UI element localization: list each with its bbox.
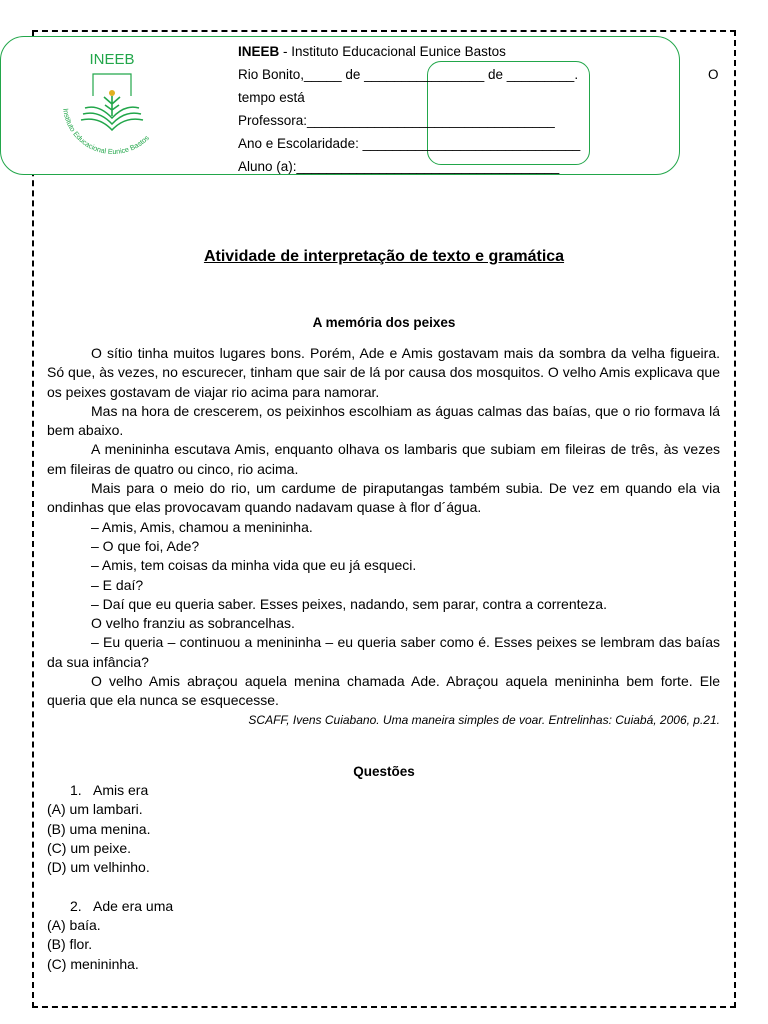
story-paragraph: A menininha escutava Amis, enquanto olhava os lambaris que subiam em fileiras de três, às vezes em fileiras de quatro ou cinco, rio acima.	[47, 441, 720, 477]
question-number: 2.	[70, 897, 82, 914]
question-2	[47, 897, 173, 916]
story-paragraph: O velho Amis abraçou aquela menina chamada Ade. Abraçou aquela menininha bem forte. Ele queria que ela nunca se esquecesse.	[47, 673, 720, 709]
story-paragraph: – O que foi, Ade?	[91, 537, 200, 554]
answer-option[interactable]: (B) uma menina.	[47, 820, 151, 837]
story-paragraph: Mas na hora de crescerem, os peixinhos escolhiam as águas calmas das baías, que o rio formava lá bem abaixo.	[47, 402, 720, 439]
story-paragraph: – Daí que eu queria saber. Esses peixes, nadando, sem parar, contra a correnteza.	[91, 595, 607, 612]
story-paragraph: O sítio tinha muitos lugares bons. Porém, Ade e Amis gostavam mais da sombra da velha figueira. Só que, às vezes, no escurecer, tinham que sair de lá por causa dos mosquitos. O velho Amis explicava que os peixes gostavam de viajar rio acima para namorar.	[47, 345, 720, 400]
date-field[interactable]: Rio Bonito,_____ de ________________ de _________.	[238, 67, 579, 82]
answer-option[interactable]: (B) flor.	[47, 936, 93, 953]
story-citation: SCAFF, Ivens Cuiabano. Uma maneira simples de voar. Entrelinhas: Cuiabá, 2006, p.21.	[248, 712, 720, 727]
answer-option[interactable]: (A) um lambari.	[47, 801, 143, 818]
school-full-name: - Instituto Educacional Eunice Bastos	[279, 44, 506, 59]
story-paragraph: – E daí?	[91, 576, 144, 593]
question-prompt: Ade era uma	[93, 897, 174, 914]
questions-title: Questões	[353, 764, 415, 779]
school-logo	[55, 44, 170, 169]
answer-option[interactable]: (A) baía.	[47, 917, 101, 934]
story-paragraph: Mais para o meio do rio, um cardume de piraputangas também subia. De vez em quando ela via ondinhas que elas provocavam quando nadavam quase à flor d´água.	[47, 480, 720, 516]
teacher-field[interactable]: Professora:_________________________________	[238, 113, 555, 128]
logo-abbr: INEEB	[89, 51, 135, 68]
story-paragraph: O velho franziu as sobrancelhas.	[91, 615, 295, 632]
school-name: INEEB	[238, 44, 280, 59]
story-paragraph: – Amis, tem coisas da minha vida que eu já esqueci.	[91, 557, 417, 574]
page-title: Atividade de interpretação de texto e gramática	[203, 248, 565, 265]
question-number: 1.	[70, 782, 82, 798]
story-paragraph: – Amis, Amis, chamou a menininha.	[91, 518, 313, 535]
answer-option[interactable]: (C) um peixe.	[47, 839, 132, 856]
questions-list	[47, 781, 173, 974]
question-prompt: Amis era	[93, 782, 149, 798]
story-title: A memória dos peixes	[312, 315, 456, 330]
story-text	[47, 344, 720, 730]
story-paragraph: – Eu queria – continuou a menininha – eu queria saber como é. Esses peixes se lembram das baías da sua infância?	[47, 634, 720, 670]
question-1	[47, 781, 173, 800]
answer-option[interactable]: (C) menininha.	[47, 955, 139, 972]
flower-icon	[109, 90, 115, 96]
answer-option[interactable]: (D) um velhinho.	[47, 859, 150, 876]
student-field[interactable]: Aluno (a):___________________________________	[238, 159, 560, 174]
header-school-line	[238, 44, 506, 60]
grade-field[interactable]: Ano e Escolaridade: _____________________________	[238, 136, 581, 151]
weather-label: tempo está	[238, 90, 305, 105]
logo-ring-text: Instituto Educacional Eunice Bastos	[61, 107, 151, 157]
weather-letter: O	[708, 67, 719, 82]
